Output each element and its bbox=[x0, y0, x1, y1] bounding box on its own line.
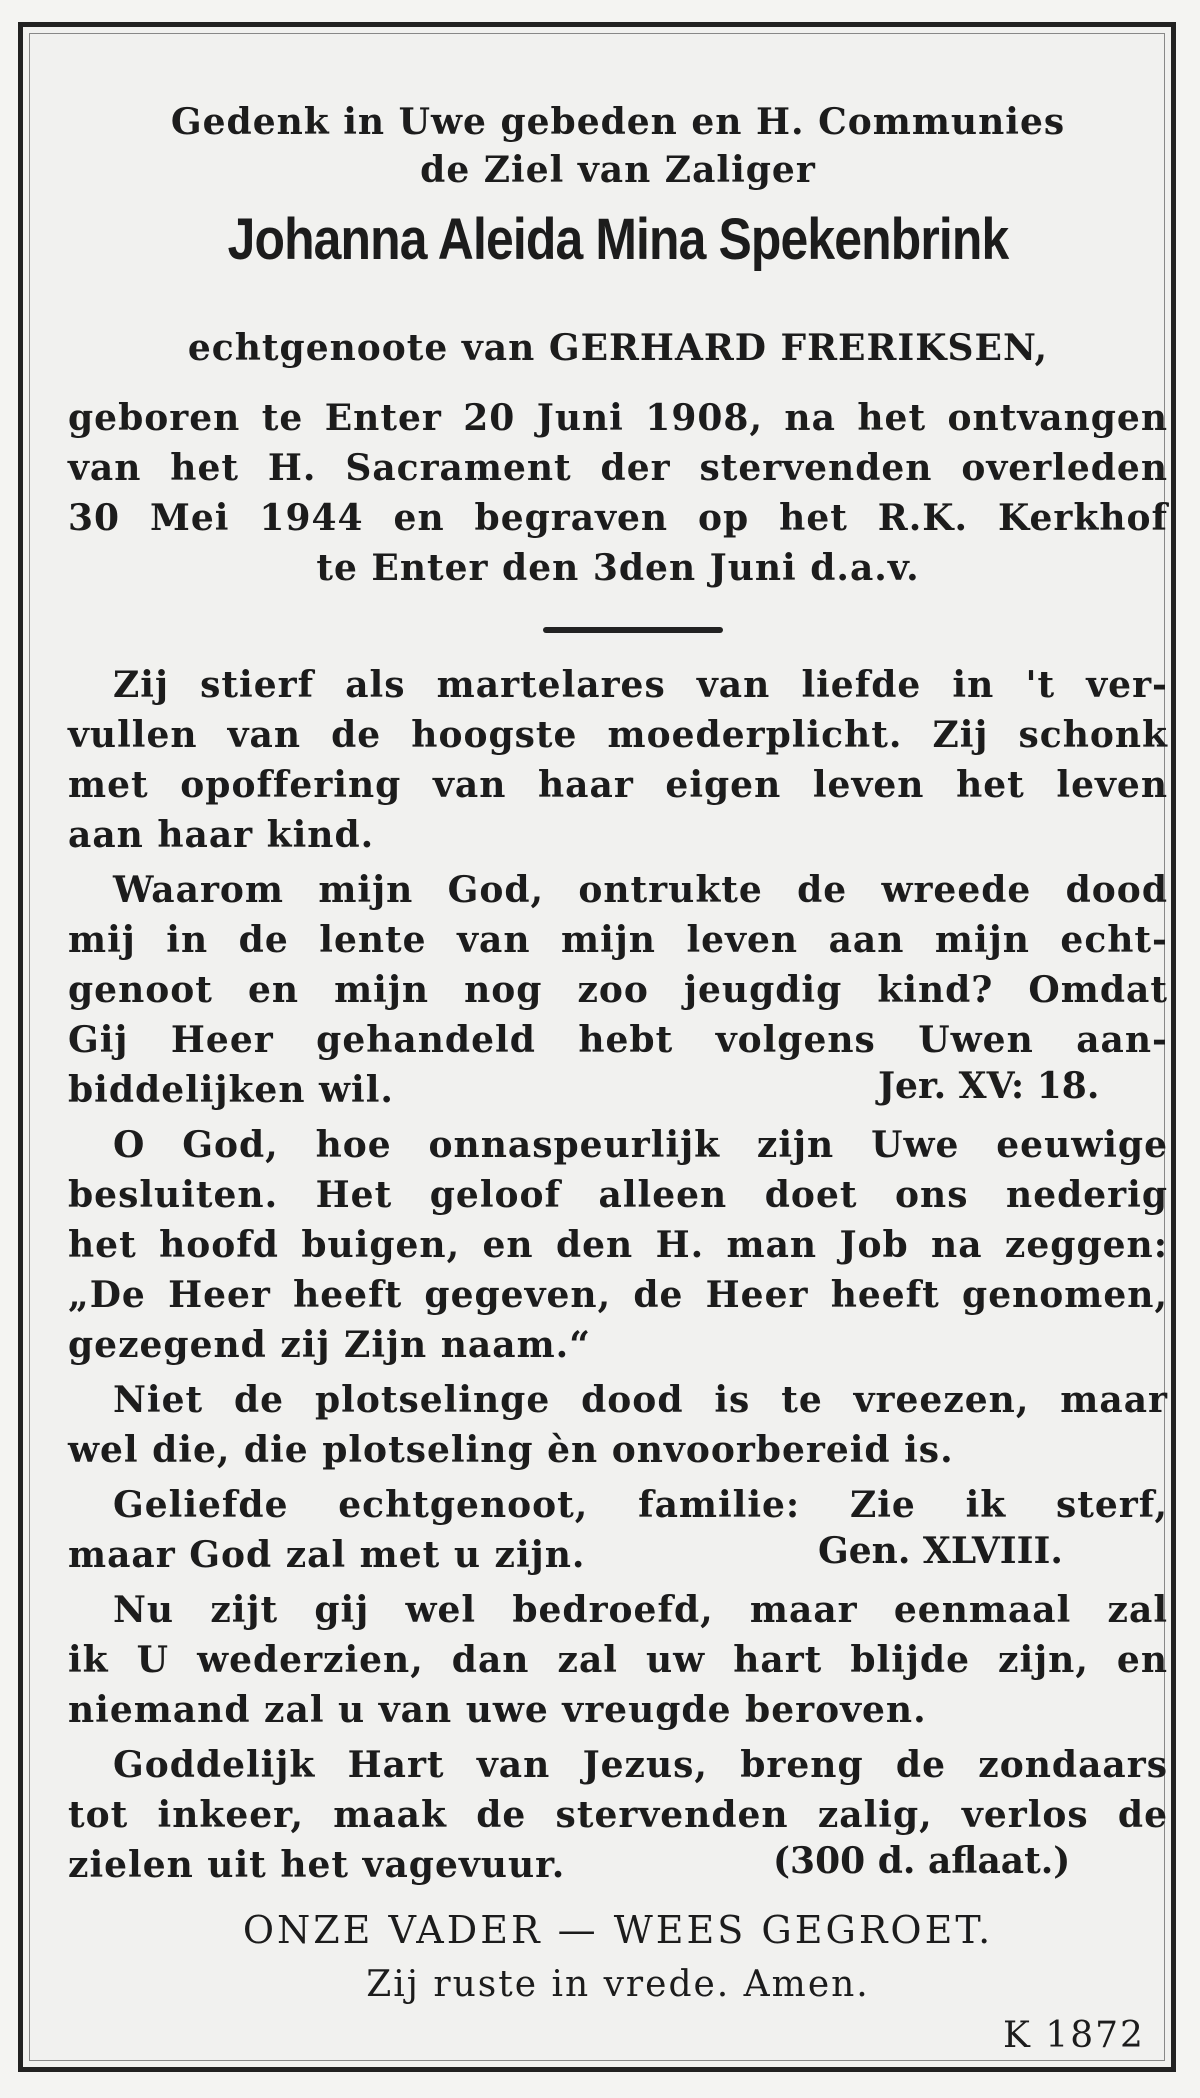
body-line: besluiten. Het geloof alleen doet ons nederig bbox=[68, 1174, 1168, 1216]
memorial-card bbox=[18, 22, 1176, 2072]
body-line: genoot en mijn nog zoo jeugdig kind? Omdat bbox=[68, 969, 1168, 1011]
body-line: O God, hoe onnaspeurlijk zijn Uwe eeuwige bbox=[113, 1124, 1168, 1166]
bio-line-4: te Enter den 3den Juni d.a.v. bbox=[316, 547, 920, 589]
body-line: biddelijken wil. bbox=[68, 1069, 394, 1111]
body-line: Geliefde echtgenoot, familie: Zie ik sterf, bbox=[113, 1484, 1168, 1526]
divider-rule bbox=[543, 627, 723, 633]
body-line: aan haar kind. bbox=[68, 814, 375, 856]
prayers-line: ONZE VADER — WEES GEGROET. bbox=[242, 1908, 994, 1952]
body-line: Goddelijk Hart van Jezus, breng de zondaars bbox=[113, 1744, 1168, 1786]
scripture-reference: Jer. XV: 18. bbox=[878, 1065, 1100, 1107]
body-line: „De Heer heeft gegeven, de Heer heeft genomen, bbox=[68, 1274, 1168, 1316]
bio-line-1: geboren te Enter 20 Juni 1908, na het ontvangen bbox=[68, 397, 1168, 439]
deceased-name: Johanna Aleida Mina Spekenbrink bbox=[227, 207, 1009, 272]
body-line: mij in de lente van mijn leven aan mijn echt- bbox=[68, 919, 1168, 961]
body-line: met opoffering van haar eigen leven het leven bbox=[68, 764, 1168, 806]
print-code: K 1872 bbox=[1003, 2015, 1145, 2056]
body-line: maar God zal met u zijn. bbox=[68, 1534, 586, 1576]
body-line: niemand zal u van uwe vreugde beroven. bbox=[68, 1689, 927, 1731]
body-line: Zij stierf als martelares van liefde in 't ver- bbox=[113, 664, 1168, 706]
spouse-line: echtgenoote van GERHARD FRERIKSEN, bbox=[187, 327, 1049, 369]
body-line: gezegend zij Zijn naam.“ bbox=[68, 1324, 591, 1366]
body-line: het hoofd buigen, en den H. man Job na zeggen: bbox=[68, 1224, 1168, 1266]
body-line: Nu zijt gij wel bedroefd, maar eenmaal zal bbox=[113, 1589, 1168, 1631]
bio-line-3: 30 Mei 1944 en begraven op het R.K. Kerkhof bbox=[68, 497, 1168, 539]
body-line: Waarom mijn God, ontrukte de wreede dood bbox=[113, 869, 1168, 911]
indulgence-note: (300 d. aflaat.) bbox=[773, 1840, 1071, 1882]
body-line: ik U wederzien, dan zal uw hart blijde zijn, en bbox=[68, 1639, 1168, 1681]
body-line: Niet de plotselinge dood is te vreezen, maar bbox=[113, 1379, 1168, 1421]
body-line: wel die, die plotseling èn onvoorbereid is. bbox=[68, 1429, 954, 1471]
body-line: tot inkeer, maak de stervenden zalig, verlos de bbox=[68, 1794, 1168, 1836]
header-line-2: de Ziel van Zaliger bbox=[420, 149, 816, 191]
body-line: Gij Heer gehandeld hebt volgens Uwen aan- bbox=[68, 1019, 1168, 1061]
body-line: vullen van de hoogste moederplicht. Zij schonk bbox=[68, 714, 1168, 756]
body-line: zielen uit het vagevuur. bbox=[68, 1844, 566, 1886]
rest-in-peace-line: Zij ruste in vrede. Amen. bbox=[366, 1964, 870, 2005]
header-line-1: Gedenk in Uwe gebeden en H. Communies bbox=[170, 101, 1066, 143]
bio-line-2: van het H. Sacrament der stervenden overleden bbox=[68, 447, 1168, 489]
scripture-reference: Gen. XLVIII. bbox=[818, 1530, 1063, 1572]
